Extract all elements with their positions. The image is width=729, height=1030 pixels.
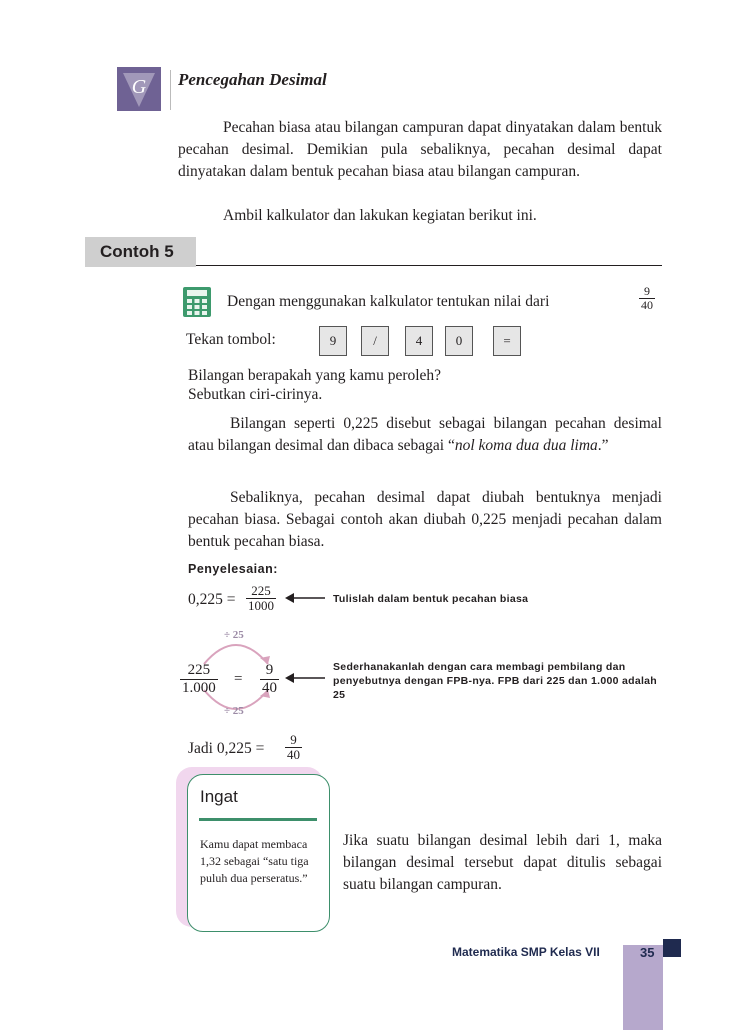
intro-paragraph: Pecahan biasa atau bilangan campuran dapat dinyatakan dalam bentuk pecahan desimal. Demikian pula sebaliknya, pecahan desimal dapat dinyatakan dalam bentuk pecahan biasa atau bilangan campuran.: [178, 119, 662, 180]
keys-label: Tekan tombol:: [186, 331, 276, 348]
result-left: Jadi 0,225 =: [188, 740, 265, 757]
fraction-numerator: 225: [246, 584, 276, 599]
footer-corner-mark: [663, 939, 681, 957]
example-label: Contoh 5: [100, 242, 174, 261]
step1-note: Tulislah dalam bentuk pecahan biasa: [333, 593, 529, 605]
decimal-reading: nol koma dua dua lima: [454, 437, 598, 454]
decimal-paragraph-end: .”: [597, 437, 609, 454]
key-9: 9: [319, 326, 347, 356]
ingat-text: Kamu dapat membaca 1,32 sebagai “satu tiga puluh dua perseratus.”: [200, 837, 309, 885]
example-rule: [196, 265, 662, 266]
page-number: 35: [640, 945, 655, 960]
closing-paragraph: Jika suatu bilangan desimal lebih dari 1, maka bilangan desimal tersebut dapat ditulis sebagai suatu bilangan campuran.: [343, 832, 662, 893]
divide-bottom-label: ÷ 25: [224, 705, 244, 717]
step2-note: Sederhanakanlah dengan cara membagi pembilang dan penyebutnya dengan FPB-nya. FPB dari 225 dan 1.000 adalah 25: [333, 661, 658, 701]
step1-fraction: [246, 584, 276, 614]
conversion-paragraph: Sebaliknya, pecahan desimal dapat diubah bentuknya menjadi pecahan biasa. Sebagai contoh akan diubah 0,225 menjadi pecahan dalam bentuk pecahan biasa.: [188, 489, 662, 550]
step2-fraction-b: [260, 662, 279, 696]
fraction-denominator: 40: [262, 679, 277, 696]
fraction-denominator: 40: [287, 747, 300, 763]
fraction-numerator: 9: [260, 662, 279, 680]
fraction-denominator: 40: [641, 298, 653, 313]
fraction-denominator: 1.000: [182, 679, 216, 696]
result-fraction: [285, 733, 302, 763]
fraction-numerator: 9: [639, 285, 655, 299]
fraction-numerator: 9: [285, 733, 302, 748]
arrow-left-icon: [285, 592, 325, 604]
step2-fraction-a: [180, 662, 218, 696]
key-divide: /: [361, 326, 389, 356]
decimal-paragraph-text: Bilangan seperti 0,225 disebut sebagai bilangan pecahan desimal atau bilangan desimal dan dibaca sebagai “: [188, 415, 662, 454]
arrow-left-icon: [285, 672, 325, 684]
solution-heading: Penyelesaian:: [188, 562, 278, 576]
key-equals: =: [493, 326, 521, 356]
decimal-paragraph: [188, 413, 662, 457]
question-1: Bilangan berapakah yang kamu peroleh?: [188, 367, 442, 384]
task-text: Dengan menggunakan kalkulator tentukan nilai dari: [227, 293, 550, 310]
section-badge: [117, 67, 161, 111]
section-letter: G: [131, 76, 147, 98]
question-2: Sebutkan ciri-cirinya.: [188, 386, 323, 403]
step1-left: 0,225 =: [188, 591, 236, 608]
section-rule: [170, 70, 171, 110]
example-label-box: [85, 237, 196, 267]
key-4: 4: [405, 326, 433, 356]
intro-instruction: Ambil kalkulator dan lakukan kegiatan berikut ini.: [223, 207, 537, 224]
task-fraction: [639, 285, 655, 312]
divide-top-label: ÷ 25: [224, 629, 244, 641]
fraction-numerator: 225: [180, 662, 218, 680]
fraction-denominator: 1000: [248, 598, 274, 614]
step2-equals: =: [234, 671, 243, 687]
calculator-icon: [182, 286, 212, 322]
ingat-title: Ingat: [200, 787, 238, 806]
ingat-divider: [199, 818, 317, 821]
key-0: 0: [445, 326, 473, 356]
footer-book-title: Matematika SMP Kelas VII: [452, 945, 600, 959]
section-title: Pencegahan Desimal: [178, 70, 327, 89]
